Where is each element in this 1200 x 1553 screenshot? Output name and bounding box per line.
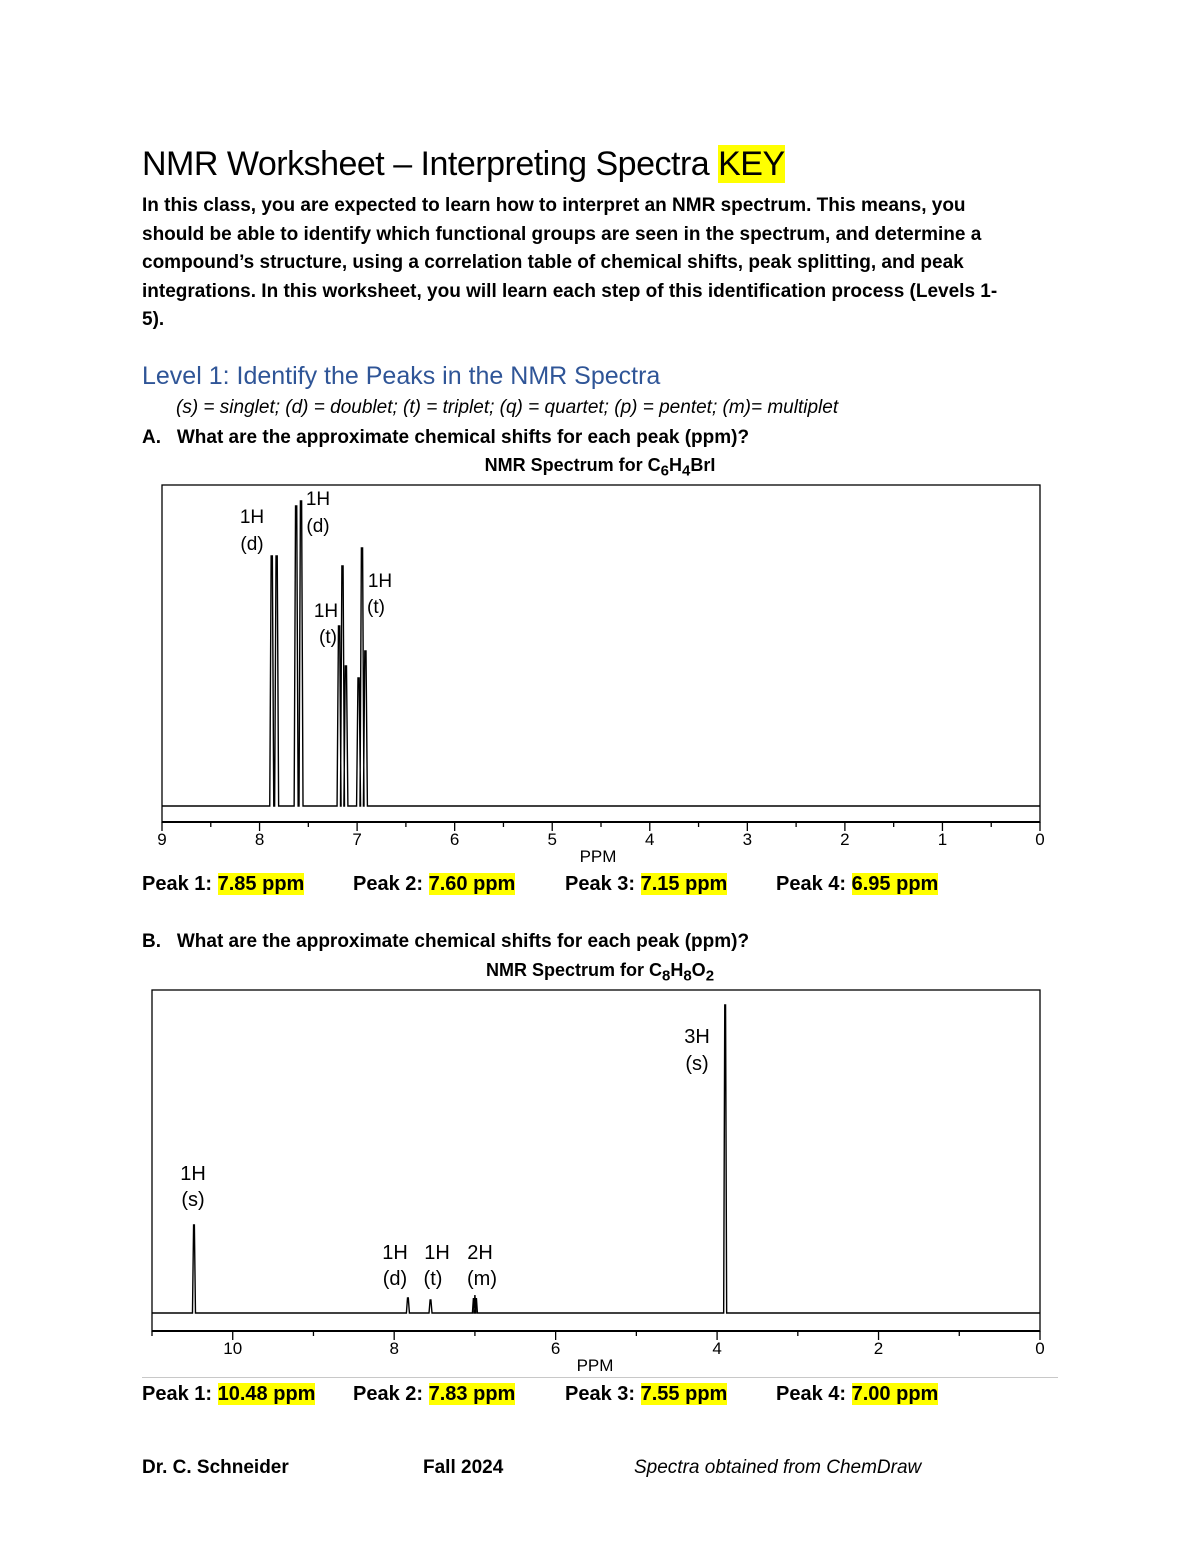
answer-label: Peak 2: <box>353 873 424 895</box>
spectrum-b-title-part: H <box>670 960 684 980</box>
title-text: NMR Worksheet – Interpreting Spectra <box>142 145 719 183</box>
spectrum-a-tick-label: 7 <box>352 830 362 849</box>
spectrum-b-axis-label: PPM <box>576 1356 614 1375</box>
spectrum-b-frame <box>152 990 1040 1331</box>
spectrum-b-tick-label: 0 <box>1035 1339 1045 1358</box>
spectrum-b-peak-mult: (m) <box>467 1268 497 1290</box>
spectrum-b-tick-label: 6 <box>550 1339 561 1358</box>
intro-line: compound’s structure, using a correlation table of chemical shifts, peak splitting, and peak <box>142 252 964 273</box>
answer-value: 7.55 ppm <box>640 1383 728 1405</box>
spectrum-b-peak-count: 1H <box>180 1163 206 1185</box>
spectrum-a-peak-count: 1H <box>367 571 393 592</box>
footer-author: Dr. C. Schneider <box>142 1457 289 1478</box>
spectrum-a-peak-mult: (d) <box>240 534 264 555</box>
question-b-letter: B. <box>142 931 161 952</box>
answer-value: 7.15 ppm <box>640 873 728 895</box>
spectrum-a-title-part: NMR Spectrum for C <box>484 455 661 475</box>
intro-line: integrations. In this worksheet, you will learn each step of this identification process (Levels 1- <box>142 280 998 302</box>
spectrum-b-tick-label: 8 <box>389 1339 399 1358</box>
spectrum-a-peak-mult: (t) <box>319 627 337 648</box>
question-b-text: What are the approximate chemical shifts for each peak (ppm)? <box>176 931 750 952</box>
answer-value: 6.95 ppm <box>851 873 939 895</box>
intro-line: should be able to identify which functional groups are seen in the spectrum, and determine a <box>142 223 982 245</box>
answer-label: Peak 4: <box>776 1383 847 1405</box>
spectrum-a-tick-label: 5 <box>547 830 557 849</box>
spectrum-b-tick-label: 2 <box>873 1339 884 1358</box>
spectrum-a-tick-label: 0 <box>1035 830 1045 849</box>
spectrum-b-peak-count: 2H <box>467 1242 493 1264</box>
answer-value: 10.48 ppm <box>217 1383 316 1405</box>
spectrum-b-peak-mult: (s) <box>181 1189 205 1211</box>
spectrum-a-title-part: BrI <box>690 455 716 475</box>
spectrum-a-tick-label: 8 <box>254 830 265 849</box>
spectrum-b-title-sub: 8 <box>683 967 692 985</box>
spectrum-a-tick-label: 4 <box>645 830 655 849</box>
spectrum-a-tick-label: 3 <box>742 830 753 849</box>
spectrum-a-title-sub: 4 <box>682 462 691 480</box>
spectrum-b-title-sub: 2 <box>705 967 715 985</box>
spectrum-b-peak-count: 1H <box>382 1242 408 1264</box>
spectrum-a-title-sub: 6 <box>660 462 669 480</box>
answer-b-2 <box>353 1383 515 1406</box>
answer-label: Peak 3: <box>565 873 636 895</box>
spectrum-a-peak-mult: (t) <box>367 597 385 618</box>
title-key: KEY <box>718 145 785 183</box>
spectrum-a-peak-count: 1H <box>313 601 339 622</box>
multiplicity-legend: (s) = singlet; (d) = doublet; (t) = triplet; (q) = quartet; (p) = pentet; (m)= multiplet <box>176 397 839 418</box>
answer-value: 7.60 ppm <box>428 873 516 895</box>
spectrum-b-peak-mult: (d) <box>382 1268 408 1290</box>
level1-heading: Level 1: Identify the Peaks in the NMR Spectra <box>142 362 661 390</box>
spectrum-b-title-sub: 8 <box>661 967 671 985</box>
footer-credit: Spectra obtained from ChemDraw <box>634 1457 922 1478</box>
spectrum-b-title-part: O <box>691 960 706 980</box>
spectrum-a-tick-label: 6 <box>449 830 460 849</box>
answer-value: 7.00 ppm <box>851 1383 939 1405</box>
spectrum-b-tick-label: 4 <box>712 1339 722 1358</box>
spectrum-a-tick-label: 1 <box>937 830 948 849</box>
spectrum-a-tick-label: 9 <box>157 830 167 849</box>
answer-b-4 <box>776 1383 938 1406</box>
spectrum-b-peak-mult: (s) <box>685 1053 709 1075</box>
spectrum-a-tick-label: 2 <box>840 830 850 849</box>
spectrum-a-peak-mult: (d) <box>306 516 330 537</box>
spectrum-a-title-part: H <box>669 455 682 475</box>
question-a-letter: A. <box>142 427 161 448</box>
spectrum-b-trace <box>152 1005 1040 1313</box>
spectrum-a-peak-count: 1H <box>239 507 265 528</box>
spectrum-b-peak-count: 1H <box>424 1242 450 1264</box>
spectrum-a-axis-label: PPM <box>579 847 617 866</box>
answer-b-3 <box>565 1383 727 1406</box>
question-a-text: What are the approximate chemical shifts for each peak (ppm)? <box>176 427 750 448</box>
spectrum-b-peak-mult: (t) <box>423 1268 443 1290</box>
answer-label: Peak 2: <box>353 1383 424 1405</box>
spectrum-b-title-part: NMR Spectrum for C <box>485 960 662 980</box>
spectrum-a-peak-count: 1H <box>305 489 331 510</box>
spectrum-b-peak-count: 3H <box>684 1026 710 1048</box>
spectrum-b-tick-label: 10 <box>223 1339 243 1358</box>
footer-term: Fall 2024 <box>423 1457 504 1478</box>
intro-line: 5). <box>142 309 165 330</box>
answer-value: 7.83 ppm <box>428 1383 516 1405</box>
answer-label: Peak 3: <box>565 1383 636 1405</box>
answer-label: Peak 1: <box>142 873 213 895</box>
divider <box>142 1377 1058 1378</box>
answer-label: Peak 1: <box>142 1383 213 1405</box>
intro-line: In this class, you are expected to learn how to interpret an NMR spectrum. This means, you <box>142 195 966 216</box>
answer-label: Peak 4: <box>776 873 847 895</box>
answer-value: 7.85 ppm <box>217 873 305 895</box>
answer-b-1 <box>142 1383 315 1406</box>
